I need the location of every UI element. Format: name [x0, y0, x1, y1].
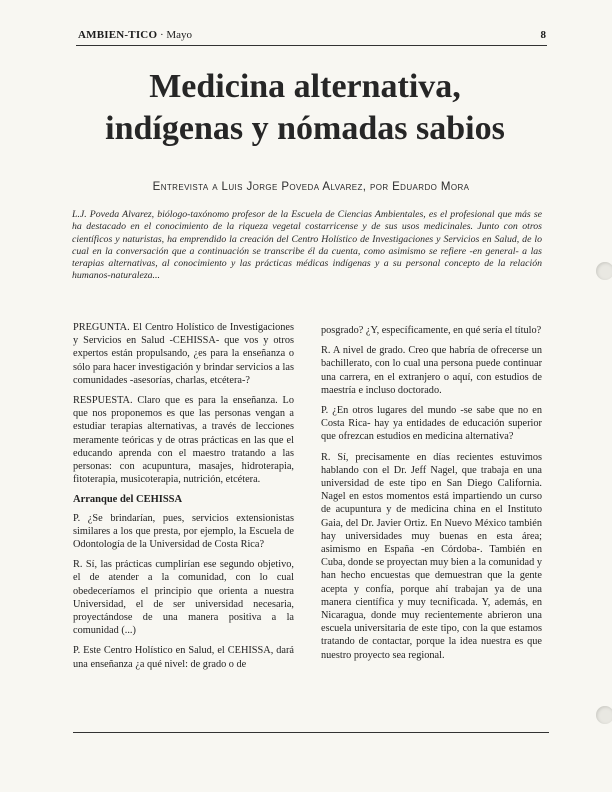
section-heading: Arranque del CEHISSA	[73, 494, 183, 506]
right-column	[321, 324, 542, 669]
header-left	[78, 29, 192, 41]
issue-month: Mayo	[166, 29, 193, 41]
question-paragraph: P. Este Centro Holístico en Salud, el CEHISSA, dará una enseñanza ¿a qué nivel: de grado o de	[73, 645, 294, 670]
header-separator: ·	[159, 29, 164, 41]
byline: Entrevista a Luis Jorge Poveda Alvarez, por Eduardo Mora	[152, 181, 470, 193]
title-line-2: indígenas y nómadas sabios	[105, 110, 505, 147]
continued-paragraph: posgrado? ¿Y, específicamente, en qué sería el título?	[321, 325, 542, 336]
question-paragraph: P. ¿Se brindarían, pues, servicios extensionistas similares a los que presta, por ejemplo, la Escuela de Odontología de la Universidad de Costa Rica?	[73, 512, 294, 551]
magazine-name: AMBIEN-TICO	[78, 29, 158, 41]
article-title	[60, 66, 550, 150]
left-column	[73, 321, 294, 678]
footer-rule	[73, 732, 549, 733]
binder-hole	[596, 262, 612, 280]
answer-paragraph: R. A nivel de grado. Creo que habría de ofrecerse un bachillerato, con lo cual una persona puede continuar una carrera, en el extranjero o aquí, con estudios de maestría e incluso doctorado.	[321, 345, 542, 396]
answer-paragraph: RESPUESTA. Claro que es para la enseñanza. Lo que nos proponemos es que las personas vengan a estudiar terapias alternativas, a través de lecciones meramente teóricas y de otras prácticas en las que el educando aprenda con el maestro tratando a las personas: con acupuntura, masajes, hidroterapia, fitoterapia, musicoterapia, nutrición, etcétera.	[73, 395, 294, 486]
answer-paragraph: R. Sí, las prácticas cumplirían ese segundo objetivo, el de atender a la comunidad, con lo cual obedeceríamos el principio que orienta a nuestra Universidad, el de ser universidad necesaria, proyectándose de una manera positiva a la comunidad (...)	[73, 559, 294, 637]
answer-paragraph: R. Sí, precisamente en días recientes estuvimos hablando con el Dr. Jeff Nagel, que trabaja en una universidad de este tipo en San Diego California. Nagel en estos momentos está impartiendo un curso de acupuntura y de medicina china en el Instituto Gaia, del Dr. Javier Ortiz. En Nuevo México también hay universidades muy buenas en esta área; asimismo en España -en Córdoba-. También en Cuba, donde se proyectan muy bien a la comunidad y han hecho encuestas que demuestran que la gente acepta y confía, porque ahí trabajan ya de una manera científica y muy tecnificada. Y, además, en Nicaragua, donde muy recientemente abrieron una escuela universitaria de este tipo, con la que estamos tratando de contactar, porque la idea nuestra es que nuestro proyecto sea regional.	[321, 451, 542, 661]
page-number: 8	[540, 29, 546, 41]
header-rule	[76, 45, 547, 46]
question-paragraph: PREGUNTA. El Centro Holístico de Investigaciones y Servicios en Salud -CEHISSA- que vos y otros expertos están propulsando, ¿es para la enseñanza o sólo para hacer investigación y brindar servicios a las comunidades -asesorías, charlas, etcétera-?	[73, 322, 294, 386]
title-line-1: Medicina alternativa,	[149, 68, 461, 105]
question-paragraph: P. ¿En otros lugares del mundo -se sabe que no en Costa Rica- hay ya entidades de educación superior que ofrezcan estudios en medicina alternativa?	[321, 405, 542, 443]
binder-hole	[596, 706, 612, 724]
intro-paragraph: L.J. Poveda Alvarez, biólogo-taxónomo profesor de la Escuela de Ciencias Ambientales, es el profesional que más se ha destacado en el conocimiento de la riqueza vegetal costarricense y de sus usos medicinales. Junto con otros científicos y naturistas, ha emprendido la creación del Centro Holístico de Investigaciones y Servicios en Salud, de lo cual en la conversación que a continuación se transcribe él da cuenta, como asimismo se refiere -en general- a las terapias alternativas, al conocimiento y las prácticas médicas indígenas y a su personal concepto de la relación humanos-naturaleza...	[72, 209, 542, 282]
